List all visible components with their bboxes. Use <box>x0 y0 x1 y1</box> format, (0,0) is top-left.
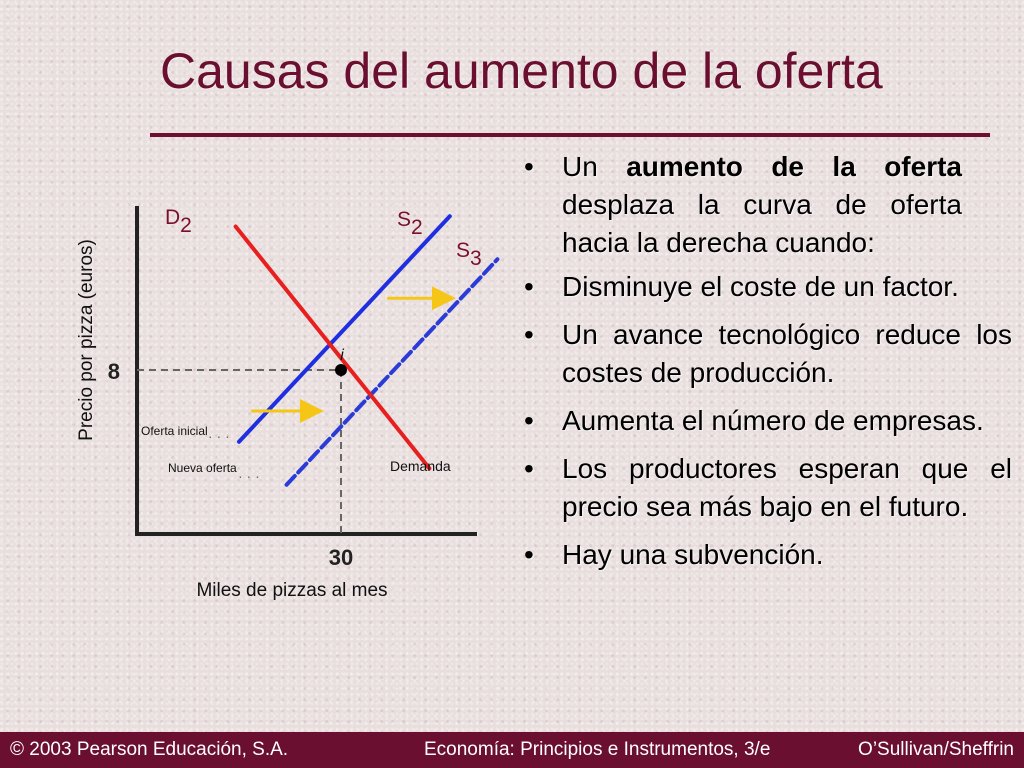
series-name-d2: D2 <box>165 206 192 237</box>
equilibrium-label: i <box>340 347 344 364</box>
series-label-nueva-oferta: Nueva oferta <box>168 461 237 475</box>
bullet-item: • Un avance tecnológico reduce los costes de producción. <box>520 316 1012 392</box>
footer-book-title: Economía: Principios e Instrumentos, 3/e <box>424 739 771 760</box>
trace-dots: · · · <box>238 468 260 484</box>
series-label-oferta-inicial: Oferta inicial <box>141 424 208 438</box>
footer-bar <box>0 732 1024 768</box>
series-name-s2: S2 <box>397 208 423 239</box>
series-line-s3 <box>287 259 498 485</box>
title-underline <box>150 133 990 137</box>
series-line-s2 <box>239 216 450 442</box>
footer-copyright: © 2003 Pearson Educación, S.A. <box>10 739 289 760</box>
y-axis-label: Precio por pizza (euros) <box>76 239 97 441</box>
bullet-text-post: desplaza la curva de oferta hacia la derecha cuando: <box>562 189 962 258</box>
footer-authors: O’Sullivan/Sheffrin <box>858 739 1014 760</box>
equilibrium-point <box>335 364 347 376</box>
bullet-item <box>520 148 962 262</box>
supply-demand-chart <box>0 190 500 600</box>
trace-dots: · · · <box>208 428 230 444</box>
bullet-list <box>520 148 1012 584</box>
bullet-text-bold: aumento de la oferta <box>626 151 962 182</box>
x-axis-label: Miles de pizzas al mes <box>196 580 388 600</box>
series-name-s3: S3 <box>456 239 482 270</box>
series-label-demanda: Demanda <box>390 458 451 474</box>
bullet-item: • Aumenta el número de empresas. <box>520 402 1012 440</box>
x-tick-label: 30 <box>328 545 354 570</box>
bullet-item: • Disminuye el coste de un factor. <box>520 268 1012 306</box>
bullet-text-pre: Un <box>562 151 627 182</box>
bullet-item: • Hay una subvención. <box>520 536 1012 574</box>
bullet-item: • Los productores esperan que el precio sea más bajo en el futuro. <box>520 450 1012 526</box>
series-line-d2 <box>236 227 430 469</box>
slide-title: Causas del aumento de la oferta <box>160 43 883 99</box>
y-tick-label: 8 <box>107 359 120 384</box>
